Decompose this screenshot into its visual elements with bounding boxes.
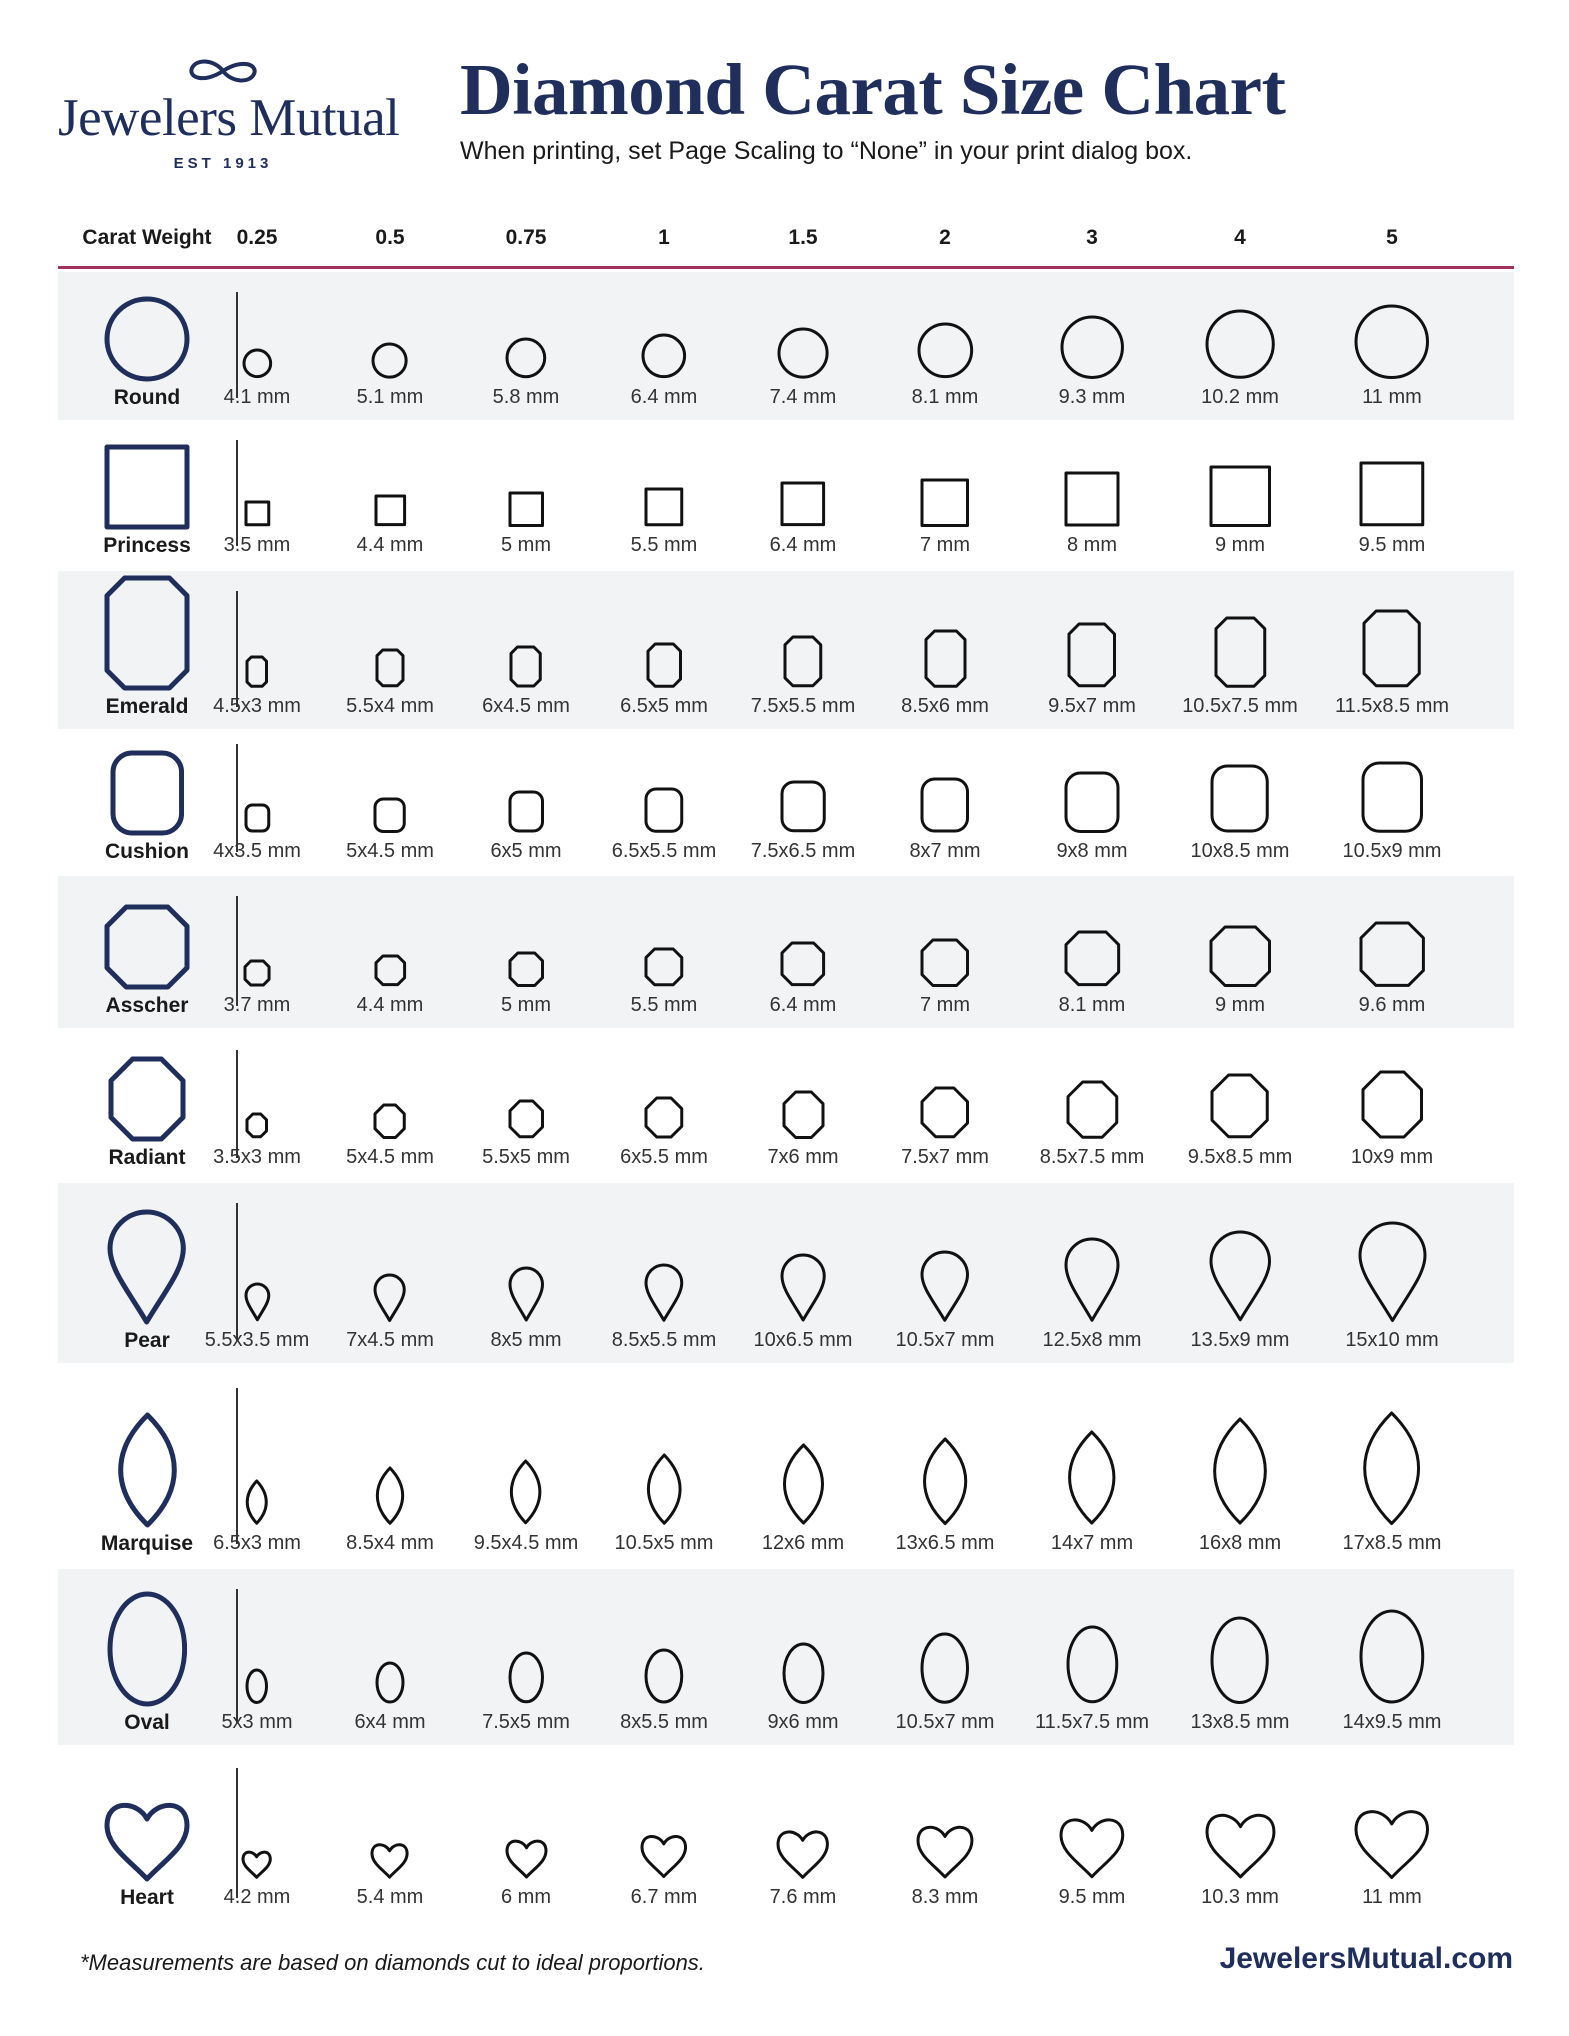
size-cell: [1317, 724, 1467, 874]
size-measurement: 5 mm: [501, 534, 551, 556]
heart-diamond-outline: [1204, 1807, 1277, 1880]
radiant-diamond-outline: [244, 1111, 270, 1140]
shape-row-heart: [58, 1748, 1514, 1920]
size-measurement: 10x9 mm: [1350, 1146, 1434, 1168]
page-title: Diamond Carat Size Chart: [460, 49, 1286, 130]
emerald-diamond-outline: [782, 634, 824, 689]
size-cell: [1165, 420, 1315, 568]
size-measurement: 5x4.5 mm: [346, 1146, 434, 1168]
shape-row-round: [58, 272, 1514, 420]
cushion-diamond-outline: [372, 796, 407, 835]
size-measurement: 8x5.5 mm: [620, 1711, 708, 1733]
asscher-diamond-outline: [919, 937, 971, 989]
round-diamond-outline: [1204, 308, 1276, 380]
shape-row-cushion: [58, 724, 1514, 874]
size-cell: [1317, 876, 1467, 1028]
emerald-diamond-outline: [645, 641, 684, 689]
cushion-diamond-outline: [643, 786, 685, 834]
marquise-shape-icon: [117, 1412, 178, 1528]
size-cell: [1317, 420, 1467, 568]
size-measurement: 16x8 mm: [1198, 1532, 1282, 1554]
size-measurement: 8.3 mm: [911, 1886, 979, 1908]
infinity-icon: [184, 55, 262, 87]
size-measurement: 10x8.5 mm: [1190, 840, 1290, 862]
heart-diamond-outline: [369, 1839, 410, 1880]
radiant-diamond-outline: [1360, 1069, 1425, 1140]
size-measurement: 6.5x5.5 mm: [611, 840, 717, 862]
size-measurement: 5.5x3.5 mm: [204, 1329, 310, 1351]
marquise-diamond-outline: [1361, 1410, 1422, 1527]
round-diamond-outline: [916, 321, 975, 380]
brand-name: Jewelers Mutual: [58, 89, 400, 147]
oval-shape-icon: [107, 1591, 188, 1707]
size-measurement: 4x3.5 mm: [213, 840, 301, 862]
size-measurement: 9x6 mm: [767, 1711, 839, 1733]
cushion-diamond-outline: [1209, 763, 1270, 834]
round-diamond-outline: [1353, 303, 1431, 381]
brand-established: EST 1913: [173, 155, 273, 172]
pear-diamond-outline: [1357, 1220, 1428, 1324]
size-measurement: 5x4.5 mm: [346, 840, 434, 862]
size-measurement: 9.5 mm: [1358, 534, 1426, 556]
brand-logo: [58, 55, 400, 172]
size-measurement: 8.1 mm: [1058, 994, 1126, 1016]
size-cell: [1317, 1748, 1467, 1920]
shape-label: Radiant: [108, 1146, 186, 1169]
round-diamond-outline: [776, 326, 830, 380]
size-cell: [1165, 1030, 1315, 1180]
size-measurement: 13x8.5 mm: [1190, 1711, 1290, 1733]
oval-diamond-outline: [1358, 1608, 1426, 1705]
marquise-diamond-outline: [508, 1458, 543, 1526]
size-measurement: 9.5 mm: [1058, 1886, 1126, 1908]
shape-row-princess: [58, 420, 1514, 568]
size-measurement: 6.4 mm: [769, 994, 837, 1016]
cushion-diamond-outline: [507, 789, 546, 834]
size-measurement: 9.3 mm: [1058, 386, 1126, 408]
princess-diamond-outline: [373, 493, 408, 528]
oval-diamond-outline: [781, 1641, 826, 1706]
oval-diamond-outline: [374, 1660, 406, 1705]
asscher-diamond-outline: [373, 953, 408, 988]
size-cell: [1317, 1368, 1467, 1566]
princess-diamond-outline: [919, 477, 971, 529]
size-measurement: 8.5x5.5 mm: [611, 1329, 717, 1351]
heart-shape-icon: [104, 1796, 190, 1882]
size-measurement: 3.5 mm: [223, 534, 291, 556]
size-cell: [1165, 1748, 1315, 1920]
size-measurement: 9 mm: [1215, 994, 1265, 1016]
size-cell: [1165, 571, 1315, 729]
size-measurement: 10x6.5 mm: [753, 1329, 853, 1351]
size-measurement: 6 mm: [501, 1886, 551, 1908]
princess-diamond-outline: [779, 480, 827, 528]
size-measurement: 7.5x5.5 mm: [750, 695, 856, 717]
marquise-diamond-outline: [921, 1436, 969, 1527]
size-measurement: 6x5.5 mm: [620, 1146, 708, 1168]
round-diamond-outline: [640, 332, 688, 380]
asscher-diamond-outline: [507, 950, 546, 989]
heart-diamond-outline: [1058, 1812, 1126, 1880]
shape-label: Asscher: [105, 994, 189, 1017]
carat-header-4: 4: [1234, 226, 1246, 249]
size-measurement: 12.5x8 mm: [1042, 1329, 1142, 1351]
princess-diamond-outline: [643, 486, 685, 528]
size-measurement: 11.5x8.5 mm: [1334, 695, 1450, 717]
size-measurement: 6x5 mm: [490, 840, 562, 862]
size-measurement: 10.5x5 mm: [614, 1532, 714, 1554]
size-cell: [1165, 1569, 1315, 1745]
size-cell: [1165, 272, 1315, 420]
size-cell: [1317, 272, 1467, 420]
asscher-diamond-outline: [242, 958, 272, 988]
emerald-diamond-outline: [1213, 615, 1268, 689]
size-measurement: 13.5x9 mm: [1190, 1329, 1290, 1351]
size-cell: [1317, 571, 1467, 729]
shape-label: Round: [113, 386, 181, 409]
carat-header-2: 2: [939, 226, 951, 249]
marquise-diamond-outline: [244, 1478, 270, 1526]
shape-row-radiant: [58, 1030, 1514, 1180]
cushion-diamond-outline: [1360, 760, 1425, 834]
asscher-diamond-outline: [1063, 929, 1122, 988]
emerald-diamond-outline: [1066, 621, 1118, 689]
heart-diamond-outline: [1353, 1803, 1431, 1881]
emerald-diamond-outline: [508, 644, 543, 689]
size-measurement: 5 mm: [501, 994, 551, 1016]
shape-row-pear: [58, 1183, 1514, 1363]
radiant-diamond-outline: [643, 1095, 685, 1140]
pear-shape-icon: [107, 1209, 186, 1325]
size-measurement: 8 mm: [1067, 534, 1117, 556]
size-measurement: 6.4 mm: [769, 534, 837, 556]
oval-diamond-outline: [1065, 1624, 1120, 1705]
oval-diamond-outline: [1209, 1615, 1270, 1706]
size-measurement: 9.5x4.5 mm: [473, 1532, 579, 1554]
size-measurement: 7.5x5 mm: [482, 1711, 570, 1733]
size-measurement: 17x8.5 mm: [1342, 1532, 1442, 1554]
header-divider: [58, 266, 1514, 269]
size-measurement: 6.4 mm: [630, 386, 698, 408]
cushion-diamond-outline: [243, 802, 272, 834]
heart-diamond-outline: [915, 1820, 975, 1880]
carat-header-0.75: 0.75: [505, 226, 547, 249]
print-instruction: When printing, set Page Scaling to “None” in your print dialog box.: [460, 137, 1193, 165]
size-measurement: 4.4 mm: [356, 994, 424, 1016]
size-measurement: 5.8 mm: [492, 386, 560, 408]
size-measurement: 4.1 mm: [223, 386, 291, 408]
size-measurement: 3.5x3 mm: [213, 1146, 301, 1168]
radiant-diamond-outline: [507, 1098, 546, 1140]
pear-diamond-outline: [507, 1265, 546, 1323]
carat-header-3: 3: [1086, 226, 1098, 249]
asscher-diamond-outline: [1208, 924, 1273, 989]
round-diamond-outline: [241, 347, 274, 380]
pear-diamond-outline: [919, 1249, 971, 1323]
radiant-diamond-outline: [1065, 1079, 1120, 1140]
size-cell: [1165, 1368, 1315, 1566]
asscher-diamond-outline: [779, 940, 827, 988]
size-cell: [1317, 1030, 1467, 1180]
shape-row-emerald: [58, 571, 1514, 729]
size-measurement: 10.5x7.5 mm: [1182, 695, 1298, 717]
size-measurement: 11 mm: [1362, 386, 1422, 408]
size-measurement: 4.4 mm: [356, 534, 424, 556]
size-measurement: 7.6 mm: [769, 1886, 837, 1908]
size-measurement: 11.5x7.5 mm: [1034, 1711, 1150, 1733]
size-measurement: 4.5x3 mm: [213, 695, 301, 717]
marquise-diamond-outline: [781, 1442, 826, 1526]
cushion-diamond-outline: [1063, 770, 1121, 835]
size-measurement: 6.7 mm: [630, 1886, 698, 1908]
size-measurement: 7 mm: [920, 994, 970, 1016]
marquise-diamond-outline: [1211, 1416, 1269, 1526]
size-measurement: 5x3 mm: [221, 1711, 293, 1733]
shape-label: Pear: [124, 1329, 170, 1352]
carat-header-1.5: 1.5: [788, 226, 818, 249]
asscher-shape-icon: [104, 904, 190, 990]
round-diamond-outline: [1059, 314, 1125, 380]
size-measurement: 7.5x6.5 mm: [750, 840, 856, 862]
size-measurement: 8x7 mm: [909, 840, 981, 862]
size-measurement: 14x7 mm: [1050, 1532, 1134, 1554]
size-cell: [1165, 724, 1315, 874]
size-measurement: 6.5x5 mm: [620, 695, 708, 717]
oval-diamond-outline: [244, 1667, 270, 1706]
princess-diamond-outline: [243, 499, 272, 528]
marquise-diamond-outline: [645, 1452, 684, 1526]
emerald-diamond-outline: [1361, 608, 1422, 689]
size-measurement: 10.5x7 mm: [895, 1329, 995, 1351]
princess-diamond-outline: [1063, 470, 1121, 528]
size-measurement: 7x6 mm: [767, 1146, 839, 1168]
size-measurement: 9.5x7 mm: [1048, 695, 1136, 717]
radiant-diamond-outline: [919, 1085, 971, 1140]
princess-diamond-outline: [1208, 464, 1273, 529]
carat-weight-label: Carat Weight: [82, 226, 212, 249]
pear-diamond-outline: [779, 1252, 827, 1323]
size-measurement: 4.2 mm: [223, 1886, 291, 1908]
shape-label: Emerald: [105, 695, 189, 718]
size-measurement: 6.5x3 mm: [213, 1532, 301, 1554]
size-measurement: 9.6 mm: [1358, 994, 1426, 1016]
size-measurement: 5.5 mm: [630, 534, 698, 556]
size-measurement: 9 mm: [1215, 534, 1265, 556]
size-cell: [1165, 1183, 1315, 1363]
pear-diamond-outline: [1063, 1236, 1121, 1323]
carat-header-5: 5: [1386, 226, 1398, 249]
shape-label: Oval: [124, 1711, 170, 1734]
size-measurement: 8x5 mm: [490, 1329, 562, 1351]
size-measurement: 8.5x6 mm: [901, 695, 989, 717]
carat-header-row: [58, 226, 1514, 256]
shape-row-marquise: [58, 1368, 1514, 1566]
size-measurement: 14x9.5 mm: [1342, 1711, 1442, 1733]
heart-diamond-outline: [240, 1847, 273, 1880]
marquise-diamond-outline: [1066, 1429, 1118, 1526]
size-measurement: 15x10 mm: [1345, 1329, 1439, 1351]
cushion-diamond-outline: [919, 776, 971, 834]
princess-diamond-outline: [507, 490, 546, 529]
oval-diamond-outline: [643, 1647, 685, 1705]
size-measurement: 6x4 mm: [354, 1711, 426, 1733]
radiant-diamond-outline: [781, 1089, 826, 1141]
shape-label: Heart: [120, 1886, 174, 1909]
carat-header-0.5: 0.5: [375, 226, 405, 249]
size-cell: [1317, 1569, 1467, 1745]
size-cell: [1165, 876, 1315, 1028]
size-measurement: 5.4 mm: [356, 1886, 424, 1908]
round-diamond-outline: [504, 336, 548, 380]
oval-diamond-outline: [507, 1650, 546, 1705]
round-shape-icon: [104, 296, 190, 382]
pear-diamond-outline: [643, 1262, 685, 1323]
heart-diamond-outline: [775, 1825, 830, 1880]
pear-diamond-outline: [372, 1272, 407, 1324]
princess-diamond-outline: [1358, 460, 1426, 528]
asscher-diamond-outline: [643, 946, 685, 988]
asscher-diamond-outline: [1358, 920, 1426, 988]
shape-row-asscher: [58, 876, 1514, 1028]
size-measurement: 7 mm: [920, 534, 970, 556]
footnote: *Measurements are based on diamonds cut to ideal proportions.: [80, 1950, 705, 1975]
size-measurement: 5.1 mm: [356, 386, 424, 408]
shape-label: Cushion: [105, 840, 189, 863]
size-measurement: 10.2 mm: [1201, 386, 1279, 408]
size-measurement: 8.5x7.5 mm: [1039, 1146, 1145, 1168]
shape-row-oval: [58, 1569, 1514, 1745]
marquise-diamond-outline: [374, 1465, 406, 1526]
cushion-shape-icon: [110, 750, 185, 836]
size-measurement: 8.5x4 mm: [346, 1532, 434, 1554]
size-measurement: 7.4 mm: [769, 386, 837, 408]
pear-diamond-outline: [1208, 1229, 1273, 1323]
size-measurement: 10.3 mm: [1201, 1886, 1279, 1908]
website-link[interactable]: JewelersMutual.com: [1219, 1942, 1513, 1975]
size-measurement: 9.5x8.5 mm: [1187, 1146, 1293, 1168]
heart-diamond-outline: [639, 1830, 689, 1880]
heart-diamond-outline: [504, 1835, 549, 1880]
size-measurement: 10.5x7 mm: [895, 1711, 995, 1733]
emerald-diamond-outline: [244, 654, 270, 689]
size-measurement: 10.5x9 mm: [1342, 840, 1442, 862]
size-cell: [1317, 1183, 1467, 1363]
size-measurement: 5.5x4 mm: [346, 695, 434, 717]
size-measurement: 9x8 mm: [1056, 840, 1128, 862]
size-measurement: 5.5x5 mm: [482, 1146, 570, 1168]
size-measurement: 11 mm: [1362, 1886, 1422, 1908]
size-measurement: 7.5x7 mm: [901, 1146, 989, 1168]
size-measurement: 7x4.5 mm: [346, 1329, 434, 1351]
radiant-shape-icon: [108, 1056, 186, 1142]
emerald-diamond-outline: [923, 628, 968, 689]
oval-diamond-outline: [919, 1631, 971, 1705]
radiant-diamond-outline: [372, 1102, 407, 1141]
size-measurement: 12x6 mm: [761, 1532, 845, 1554]
size-measurement: 13x6.5 mm: [895, 1532, 995, 1554]
shape-label: Princess: [103, 534, 191, 557]
size-measurement: 3.7 mm: [223, 994, 291, 1016]
size-measurement: 5.5 mm: [630, 994, 698, 1016]
emerald-diamond-outline: [374, 647, 406, 689]
emerald-shape-icon: [104, 575, 190, 691]
princess-shape-icon: [104, 444, 190, 530]
carat-header-0.25: 0.25: [236, 226, 278, 249]
size-measurement: 6x4.5 mm: [482, 695, 570, 717]
shape-label: Marquise: [100, 1532, 194, 1555]
size-measurement: 8.1 mm: [911, 386, 979, 408]
round-diamond-outline: [370, 341, 409, 380]
carat-header-1: 1: [658, 226, 670, 249]
cushion-diamond-outline: [779, 779, 827, 834]
radiant-diamond-outline: [1209, 1072, 1270, 1140]
pear-diamond-outline: [243, 1281, 272, 1323]
